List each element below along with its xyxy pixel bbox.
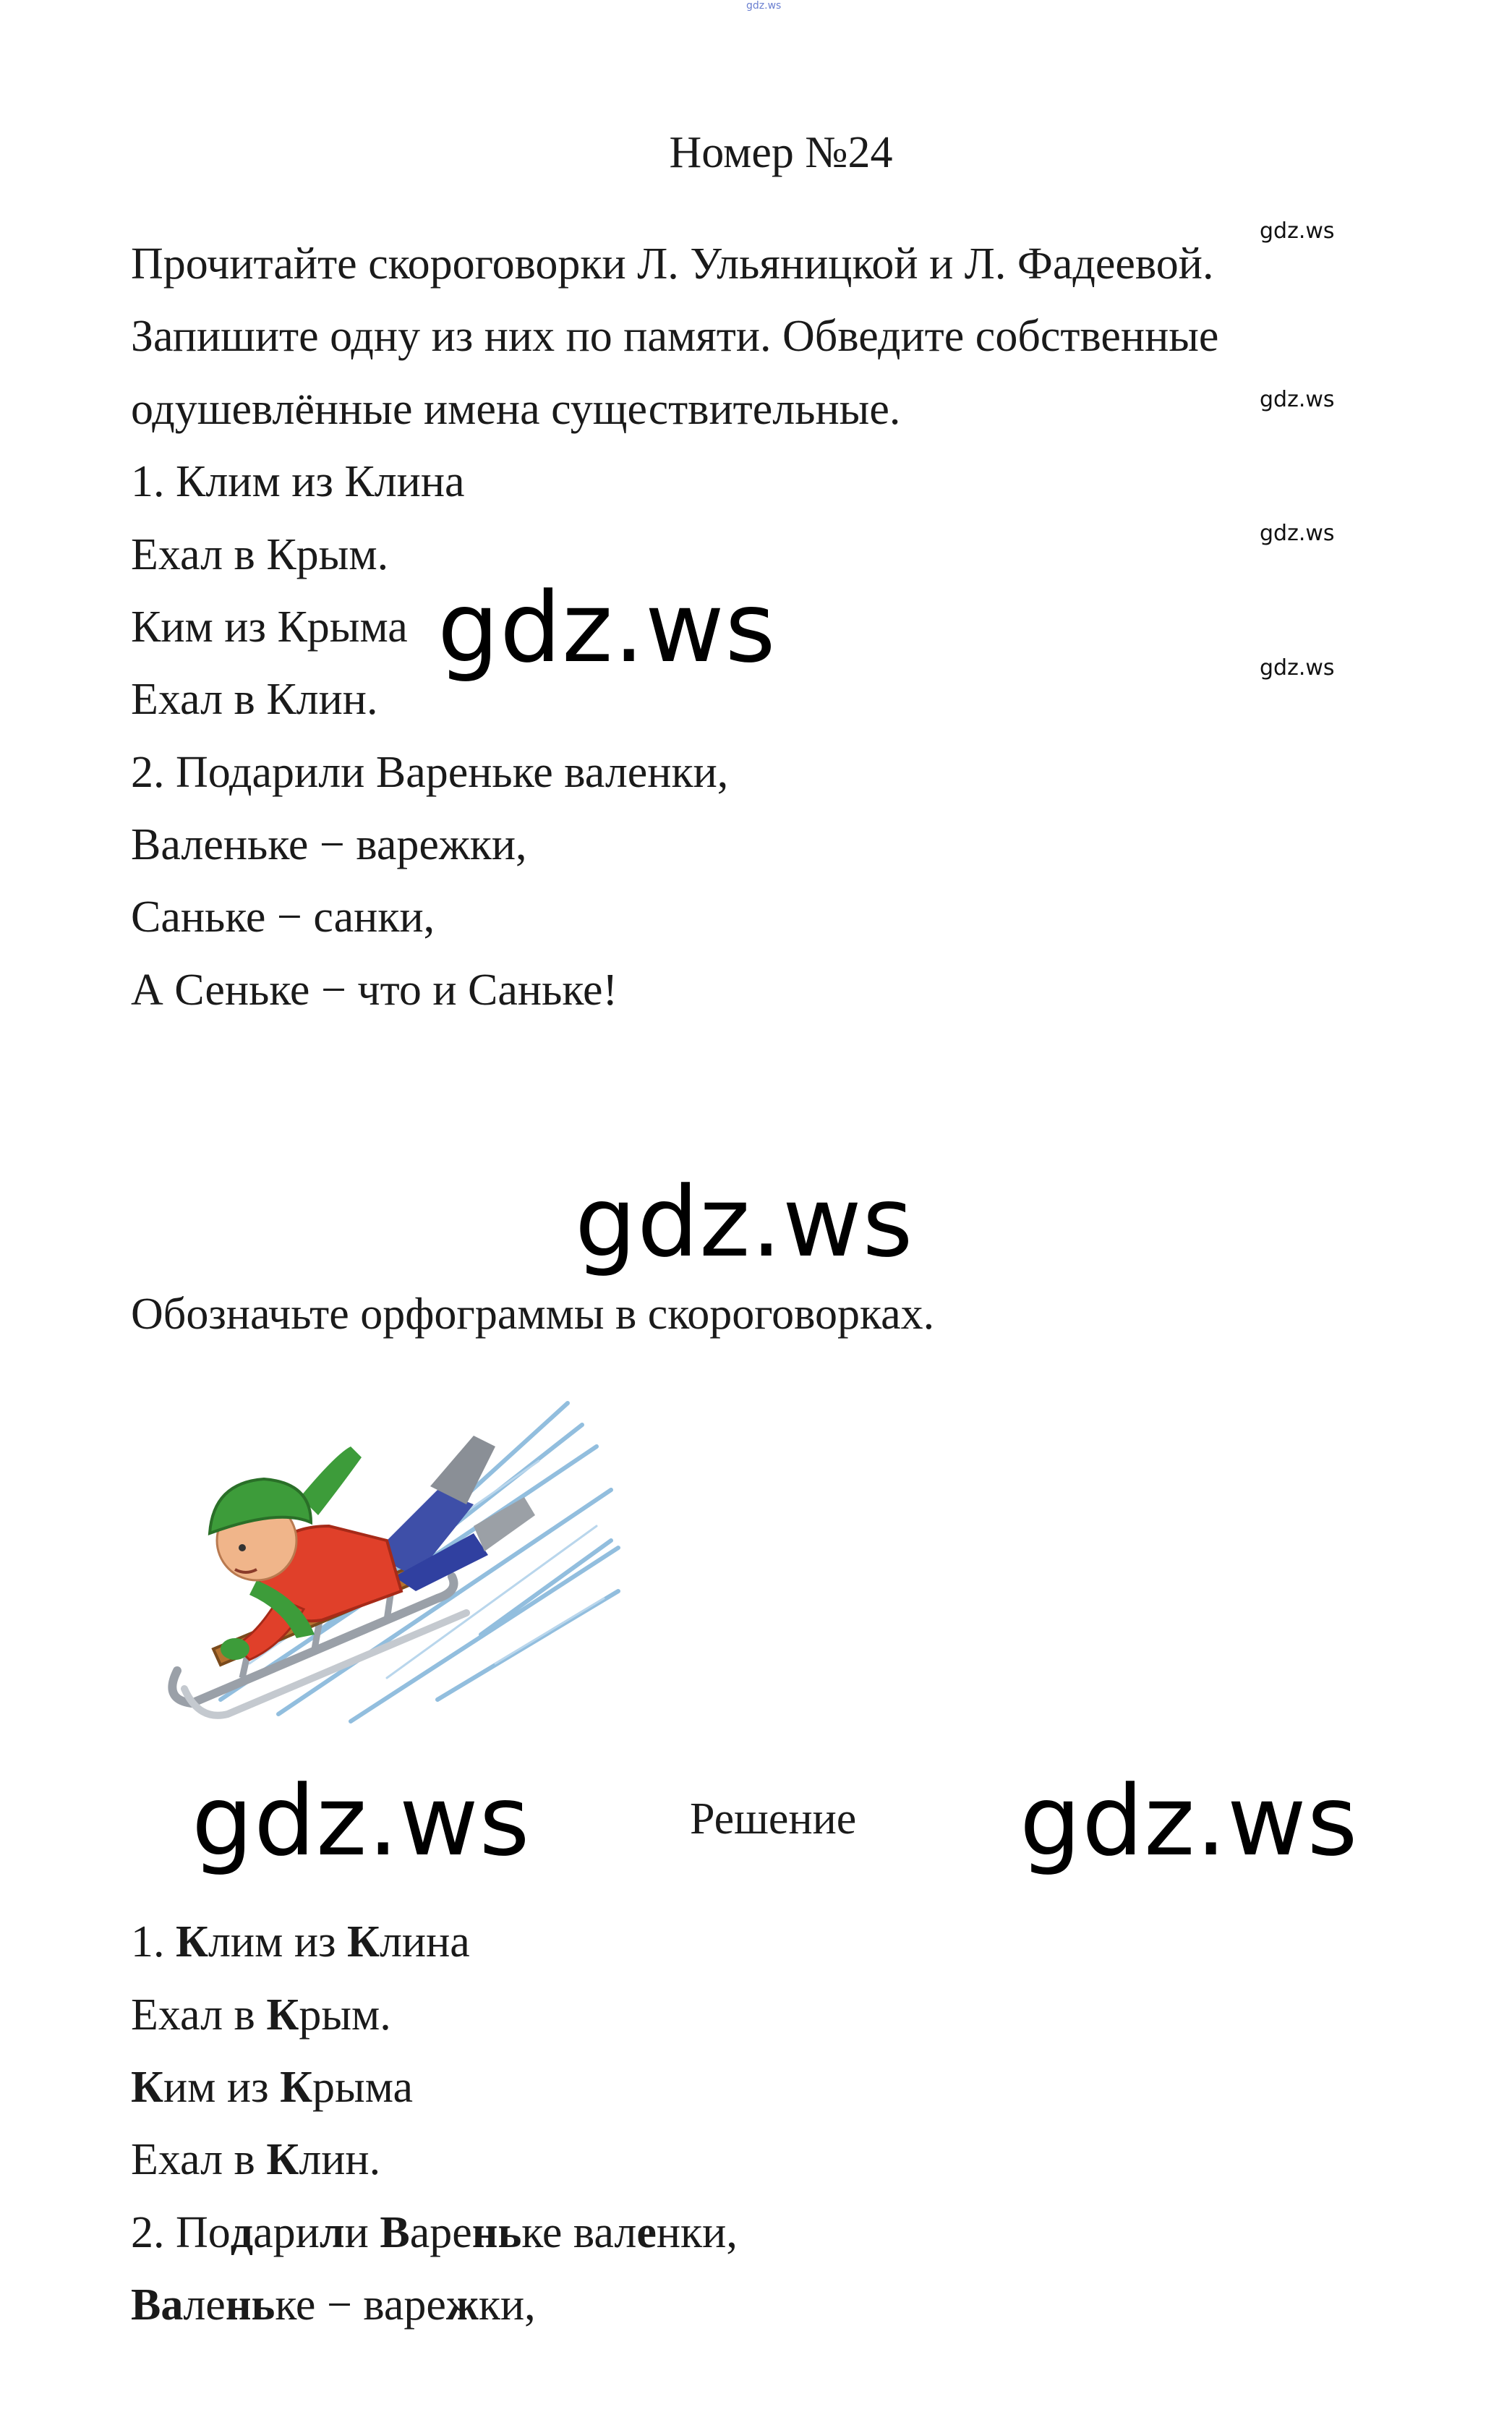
solution-text: лин. [299,2135,381,2184]
solution-text: Ехал в [131,1990,267,2040]
watermark-small-1: gdz.ws [1260,218,1335,244]
orthogram-highlight: л [319,2208,345,2257]
orthogram-highlight: д [230,2208,254,2257]
solution-text: лина [379,1917,470,1967]
orthogram-highlight: К [176,1917,208,1967]
twister-line-1: 1. Клим из Клина [131,457,465,506]
solution-text: 2. По [131,2208,231,2257]
solution-text: и [344,2208,380,2257]
solution-line-2 [131,1979,391,2051]
sledding-boy-icon [134,1360,623,1734]
sledding-boy-illustration [134,1360,623,1734]
solution-line-6 [131,2269,536,2341]
orthogram-highlight: нь [225,2280,276,2330]
orthogram-highlight: е [636,2208,657,2257]
solution-text: нки, [656,2208,738,2257]
task-line-3: одушевлённые имена существительные. [131,385,901,434]
orthogram-highlight: К [347,1917,380,1967]
twister-line-5: 2. Подарили Вареньке валенки, [131,748,729,797]
solution-line-5 [131,2196,738,2269]
watermark-big-3: gdz.ws [192,1765,531,1878]
solution-text: ле [183,2280,226,2330]
task2-text: Обозначьте орфограммы в скороговорках. [131,1290,935,1339]
watermark-top: gdz.ws [746,0,782,12]
solution-line-1 [131,1906,470,1978]
task-line-2: Запишите одну из них по памяти. Обведите собственные [131,312,1219,361]
solution-text: рыма [312,2063,414,2112]
twister-line-6: Валеньке − варежки, [131,820,527,869]
solution-text: ке вал [521,2208,637,2257]
twister-line-7: Саньке − санки, [131,892,435,942]
orthogram-highlight: ж [445,2280,479,2330]
twister-line-4: Ехал в Клин. [131,675,378,724]
solution-line-3 [131,2051,413,2123]
solution-text: лим из [208,1917,347,1967]
orthogram-highlight: нь [471,2208,522,2257]
watermark-small-3: gdz.ws [1260,521,1335,546]
solution-text: ки, [478,2280,536,2330]
solution-text: ке − варе [275,2280,446,2330]
twister-line-8: А Сеньке − что и Саньке! [131,966,618,1015]
task-line-1: Прочитайте скороговорки Л. Ульяницкой и Л. Фадеевой. [131,239,1214,289]
solution-text: аре [409,2208,472,2257]
solution-text: рым. [299,1990,391,2040]
watermark-big-2: gdz.ws [575,1166,914,1279]
twister-line-3: Ким из Крыма [131,602,408,652]
watermark-small-4: gdz.ws [1260,655,1335,681]
watermark-small-2: gdz.ws [1260,387,1335,412]
solution-text: им из [163,2063,281,2112]
orthogram-highlight: К [266,1990,299,2040]
solution-heading: Решение [690,1794,857,1844]
solution-text: 1. [131,1917,176,1967]
watermark-big-1: gdz.ws [437,571,777,684]
orthogram-highlight: К [131,2063,163,2112]
orthogram-highlight: Ва [131,2280,184,2330]
orthogram-highlight: К [280,2063,313,2112]
solution-text: ари [253,2208,320,2257]
orthogram-highlight: К [266,2135,299,2184]
orthogram-highlight: В [380,2208,410,2257]
solution-text: Ехал в [131,2135,267,2184]
solution-line-4 [131,2123,380,2196]
twister-line-2: Ехал в Крым. [131,530,389,579]
page-title: Номер №24 [669,128,893,177]
watermark-big-4: gdz.ws [1020,1765,1359,1878]
